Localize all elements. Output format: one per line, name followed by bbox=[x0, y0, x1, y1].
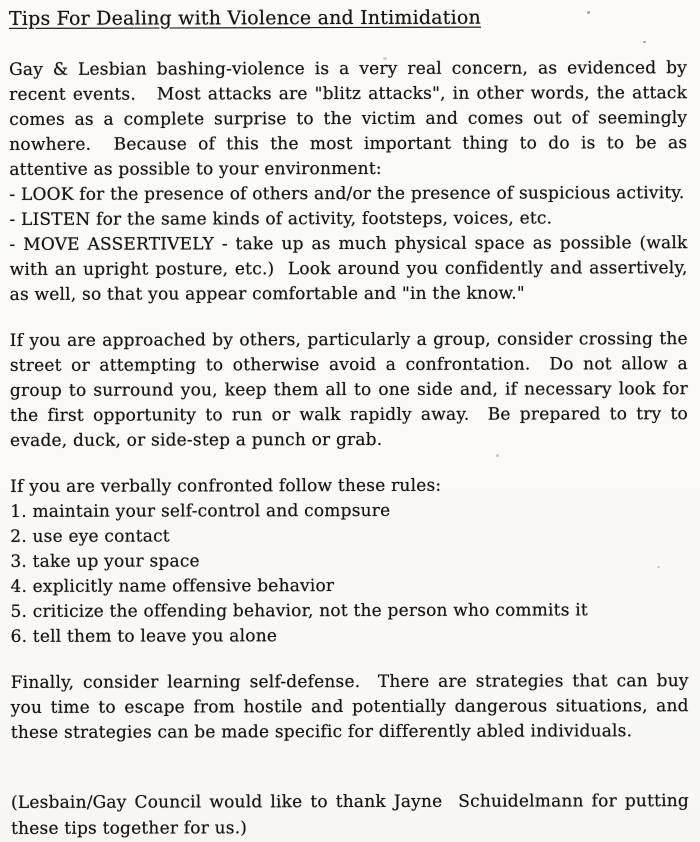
verbal-rule-3: 3. take up your space bbox=[10, 551, 200, 572]
verbal-confrontation-section bbox=[10, 473, 688, 650]
awareness-tips-list bbox=[9, 181, 694, 308]
verbal-rule-5: 5. criticize the offending behavior, not the person who commits it bbox=[10, 600, 588, 622]
self-defense-paragraph: Finally, consider learning self-defense. There are strategies that can buy you time to escape from hostile and potentially dangerous situations, and these strategies can be made specific for differently abled individuals. bbox=[10, 671, 695, 743]
verbal-rule-1: 1. maintain your self-control and compsure bbox=[10, 500, 391, 522]
verbal-rule-4: 4. explicitly name offensive behavior bbox=[10, 576, 335, 597]
tip-move-assertively: - MOVE ASSERTIVELY - take up as much physical space as possible (walk with an upright posture, etc.) Look around you confidently and assertively, as well, so that you appear comfortable and "in the know." bbox=[9, 233, 694, 305]
document-content bbox=[8, 5, 695, 842]
document-title: Tips For Dealing with Violence and Intimidation bbox=[8, 6, 482, 30]
verbal-rule-6: 6. tell them to leave you alone bbox=[10, 626, 278, 647]
verbal-rules-header: If you are verbally confronted follow these rules: bbox=[10, 475, 442, 497]
group-approach-paragraph: If you are approached by others, particularly a group, consider crossing the street or attempting to otherwise avoid a confrontation. Do not allow a group to surround you, keep them all to one side and, if necessary look for the first opportunity to run or walk rapidly away. Be prepared to try to evade, duck, or side-step a punch or grab. bbox=[9, 329, 694, 451]
tip-listen: - LISTEN for the same kinds of activity, footsteps, voices, etc. bbox=[9, 208, 553, 230]
verbal-rule-2: 2. use eye contact bbox=[10, 526, 170, 547]
intro-paragraph: Gay & Lesbian bashing-violence is a very real concern, as evidenced by recent events. Most attacks are "blitz attacks", in other words, the attack comes as a complete surprise to the victim and comes out of seemingly nowhere. Because of this the most important thing to do is to be as attentive as possible to your environment: bbox=[9, 58, 693, 180]
tip-look: - LOOK for the presence of others and/or the presence of suspicious activity. bbox=[9, 183, 685, 205]
acknowledgement-note: (Lesbain/Gay Council would like to thank Jayne Schuidelmann for putting these tips together for us.) bbox=[10, 791, 695, 839]
